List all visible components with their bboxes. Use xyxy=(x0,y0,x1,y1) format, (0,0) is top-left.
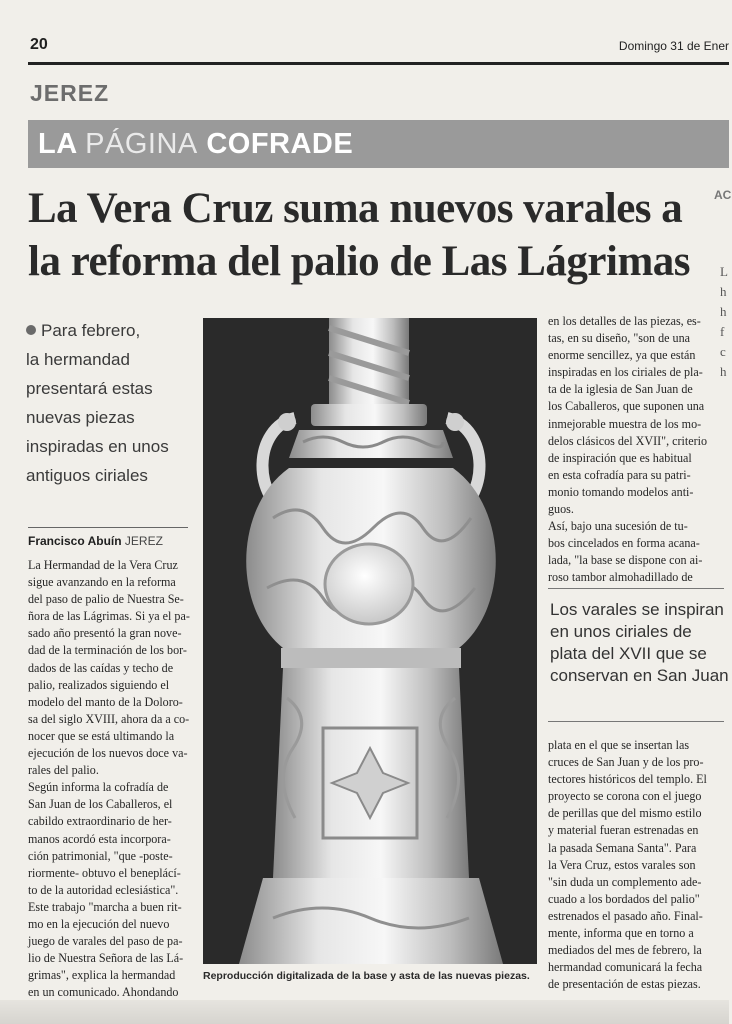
body-line: dad de la terminación de los bor- xyxy=(28,643,187,658)
band-title-cofrade: COFRADE xyxy=(206,128,354,160)
adjacent-letter: L xyxy=(720,264,728,279)
band-title-la: LA xyxy=(38,128,77,160)
body-line: mente, informa que en torno a xyxy=(548,926,694,941)
body-line: del paso de palio de Nuestra Se- xyxy=(28,592,184,607)
body-line: "sin duda un complemento ade- xyxy=(548,874,702,889)
photo-caption: Reproducción digitalizada de la base y asta de las nuevas piezas. xyxy=(203,970,530,982)
body-line: monio tomando modelos anti- xyxy=(548,484,694,499)
headline-line: La Vera Cruz suma nuevos varales a xyxy=(28,185,683,232)
body-line: lada, "la base se dispone con ai- xyxy=(548,553,703,568)
adjacent-column-heading: AC xyxy=(714,188,732,202)
body-line: de perillas que del mismo estilo xyxy=(548,806,702,821)
body-line: plata en el que se insertan las xyxy=(548,738,690,752)
body-line: mo en la ejecución del nuevo xyxy=(28,916,170,931)
body-line: la Vera Cruz, estos varales son xyxy=(548,857,696,872)
body-line: la pasada Semana Santa". Para xyxy=(548,840,697,855)
body-line: juego de varales del paso de pa- xyxy=(28,934,183,949)
body-line: dados de las caídas y techo de xyxy=(28,660,174,675)
body-line: y material fueran estrenadas en xyxy=(548,823,699,838)
body-line: sado año presentó la gran nove- xyxy=(28,626,182,641)
body-line: sa del siglo XVIII, ahora da a co- xyxy=(28,711,190,726)
headline-line: la reforma del palio de Las Lágrimas xyxy=(28,238,691,285)
article-headline xyxy=(28,182,718,288)
subhead-line: Para febrero, xyxy=(26,316,201,345)
body-line: Así, bajo una sucesión de tu- xyxy=(548,519,688,534)
section-label: JEREZ xyxy=(30,80,110,106)
body-line: ñora de las Lágrimas. Si ya el pa- xyxy=(28,609,190,624)
byline-author: Francisco Abuín xyxy=(28,534,122,548)
body-line: tectores históricos del templo. El xyxy=(548,772,707,787)
body-line: La Hermandad de la Vera Cruz xyxy=(28,558,178,572)
subhead-line: presentará estas xyxy=(26,379,153,398)
body-line: riormente- obtuvo el beneplácí- xyxy=(28,865,181,880)
body-line: to de la autoridad eclesiástica". xyxy=(28,882,179,897)
bullet-icon xyxy=(26,325,36,335)
body-line: ción patrimonial, "que -poste- xyxy=(28,848,173,863)
section-band-title xyxy=(38,128,353,161)
byline xyxy=(28,534,163,548)
pull-quote-line: plata del XVII que se xyxy=(550,644,707,663)
body-column-1 xyxy=(28,557,192,1001)
body-line: en un comunicado. Ahondando xyxy=(28,985,179,1000)
body-line: mediados del mes de febrero, la xyxy=(548,943,702,958)
article-subhead xyxy=(26,316,201,490)
body-line: cabildo extraordinario de her- xyxy=(28,814,172,829)
body-line: lio de Nuestra Señora de las Lá- xyxy=(28,951,184,966)
body-line: cruces de San Juan y de los pro- xyxy=(548,755,704,770)
pull-quote-line: Los varales se inspiran xyxy=(550,600,724,619)
body-line: nocer que se está ultimando la xyxy=(28,728,175,743)
body-line: de inspiración que es habitual xyxy=(548,450,692,465)
body-line: bos cincelados en forma acana- xyxy=(548,536,700,551)
varal-base-illustration xyxy=(203,318,537,964)
pull-quote-line: en unos ciriales de xyxy=(550,622,692,641)
pull-quote-rule-top xyxy=(548,588,724,589)
body-line: de presentación de estas piezas. xyxy=(548,977,701,992)
adjacent-letter: h xyxy=(720,364,727,379)
body-line: ejecución de los nuevos doce va- xyxy=(28,746,188,761)
body-line: en los detalles de las piezas, es- xyxy=(548,314,701,328)
page-bottom-edge xyxy=(0,1000,729,1024)
body-line: rales del palio. xyxy=(28,763,99,778)
byline-location: JEREZ xyxy=(124,534,163,548)
body-line: Según informa la cofradía de xyxy=(28,780,169,795)
body-line: proyecto se corona con el juego xyxy=(548,789,702,804)
subhead-line: antiguos ciriales xyxy=(26,466,148,485)
article-photo xyxy=(203,318,537,964)
body-line: Este trabajo "marcha a buen rit- xyxy=(28,899,182,914)
subhead-line: la hermandad xyxy=(26,350,130,369)
body-line: hermandad comunicará la fecha xyxy=(548,960,703,975)
band-title-pagina: PÁGINA xyxy=(85,128,198,160)
body-line: grimas", explica la hermandad xyxy=(28,968,176,983)
body-line: ta de la iglesia de San Juan de xyxy=(548,382,693,397)
pull-quote-rule-bottom xyxy=(548,721,724,722)
body-line: inmejorable muestra de los mo- xyxy=(548,416,702,431)
subhead-line: inspiradas en unos xyxy=(26,437,169,456)
adjacent-letter: f xyxy=(720,324,725,339)
adjacent-letter: c xyxy=(720,344,726,359)
body-column-2-top xyxy=(548,313,723,587)
pull-quote-line: conservan en San Juan xyxy=(550,666,729,685)
body-line: modelo del manto de la Doloro- xyxy=(28,694,183,709)
body-line: tas, en su diseño, "son de una xyxy=(548,331,690,346)
body-line: roso tambor almohadillado de xyxy=(548,570,693,585)
pull-quote xyxy=(550,599,729,687)
body-line: los Caballeros, que suponen una xyxy=(548,399,705,414)
body-line: en esta cofradía para su patri- xyxy=(548,467,691,482)
page-number: 20 xyxy=(30,36,48,53)
byline-rule xyxy=(28,527,188,528)
body-line: sigue avanzando en la reforma xyxy=(28,575,176,590)
body-line: inspiradas en los ciriales de pla- xyxy=(548,365,703,380)
body-line: estrenados el pasado año. Final- xyxy=(548,908,703,923)
body-line: delos clásicos del XVII", criterio xyxy=(548,433,708,448)
body-line: manos acordó esta incorpora- xyxy=(28,831,171,846)
page-date: Domingo 31 de Ener xyxy=(618,39,729,53)
body-line: palio, realizados siguiendo el xyxy=(28,677,170,692)
body-line: cuado a los bordados del palio" xyxy=(548,891,700,906)
body-column-2-bottom xyxy=(548,737,723,993)
body-line: guos. xyxy=(548,502,574,517)
subhead-line: nuevas piezas xyxy=(26,408,135,427)
body-line: enorme sencillez, ya que están xyxy=(548,348,696,363)
header-rule xyxy=(28,62,729,65)
adjacent-letter: h xyxy=(720,284,727,299)
adjacent-letter: h xyxy=(720,304,727,319)
body-line: San Juan de los Caballeros, el xyxy=(28,797,173,812)
